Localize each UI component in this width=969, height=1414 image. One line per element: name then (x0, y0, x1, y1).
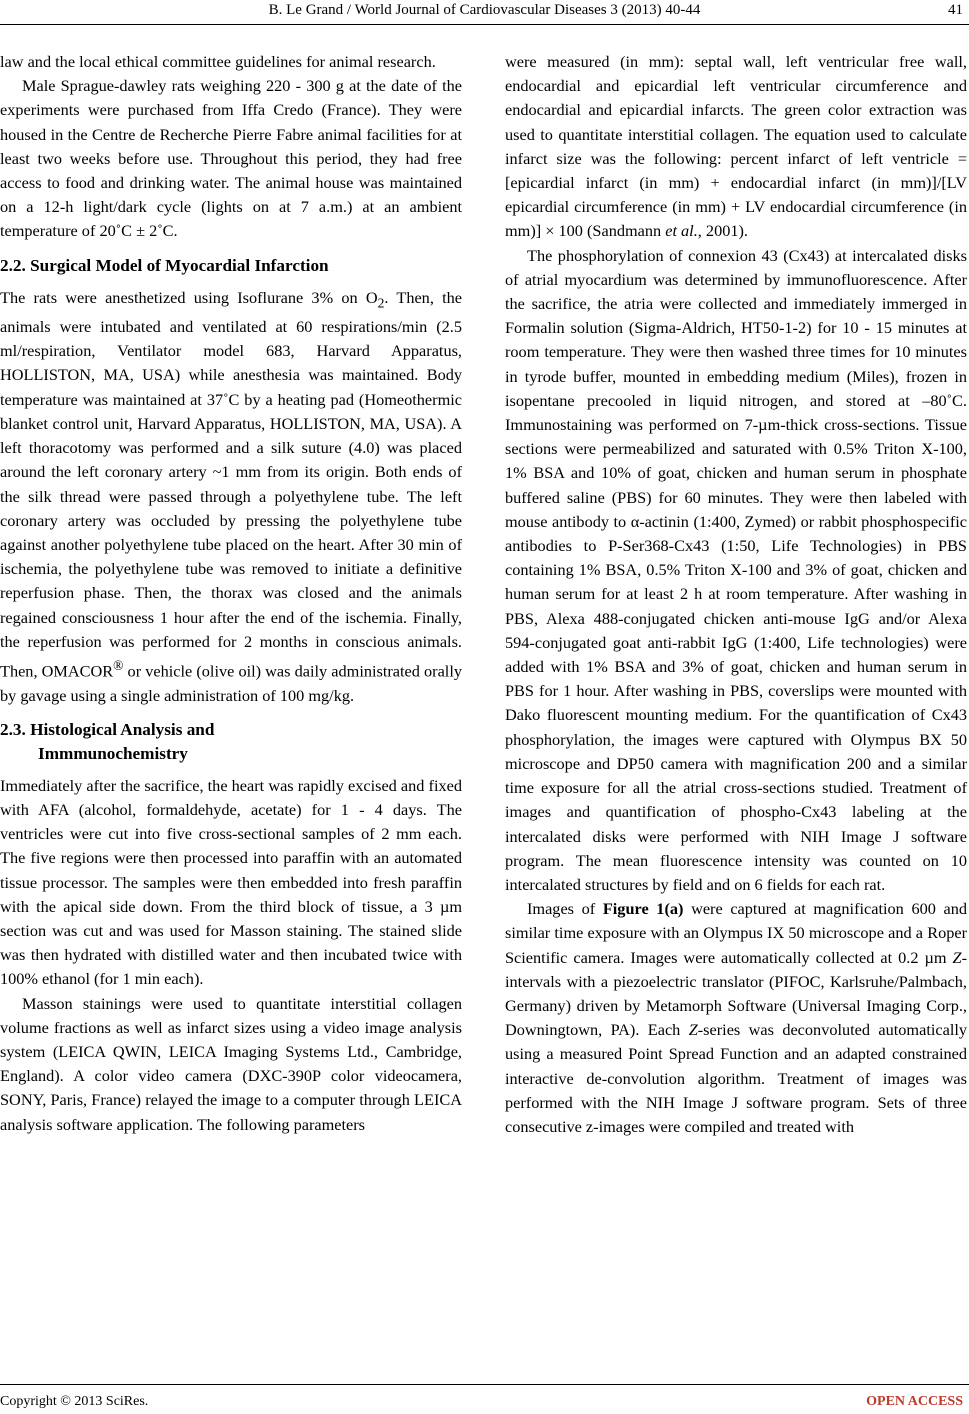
text-run: -series was deconvoluted automatically using a measured Point Spread Function and an adapted constrained interactive de-convolution algorithm. Treatment of images was performed with the NIH Image J software program. Sets of three consecutive z-images were compiled and treated with (505, 1020, 968, 1136)
superscript: ® (113, 657, 124, 673)
paragraph (0, 286, 462, 708)
copyright-notice: Copyright © 2013 SciRes. (0, 1394, 149, 1409)
paragraph: The phosphorylation of connexion 43 (Cx43) at intercalated disks of atrial myocardium was determined by immunofluorescence. After the sacrifice, the atria were collected and immediately immerged in Formalin solution (Sigma-Aldrich, HT50-1-2) for 10 - 15 minutes at room temperature. They were then washed three times for 10 minutes in tyrode buffer, mounted in embedding medium (Miles), frozen in isopentane precooled in liquid nitrogen, and stored at –80˚C. Immunostaining was performed on 7-µm-thick cross-sections. Tissue sections were permeabilized and saturated with 0.5% Triton X-100, 1% BSA and 10% of goat, chicken and human serum in phosphate buffered saline (PBS) for 60 minutes. They were then labeled with mouse antibody to α-actinin (1:400, Zymed) or rabbit phosphospecific antibodies to P-Ser368-Cx43 (1:50, Life Technologies) in PBS containing 1% BSA, 0.5% Triton X-100 and 3% of goat, chicken and human serum for at least 2 h at room temperature. After washing in PBS, Alexa 488-conjugated chicken anti-mouse IgG and/or Alexa 594-conjugated goat anti-rabbit IgG (1:400, Life technologies) were added with 1% BSA and 3% of goat, chicken and human serum in PBS for 1 hour. After washing in PBS, coverslips were mounted with Dako fluorescent mounting medium. For the quantification of Cx43 phosphorylation, the images were captured with Olympus BX 50 microscope and DP50 camera with magnification 200 and a similar time exposure for all the atrial cross-sections studied. Treatment of images and quantification of phospho-Cx43 labeling at the intercalated disks were performed with NIH Image J software program. The mean fluorescence intensity was counted on 10 intercalated structures by field and on 6 fields for each rat. (505, 245, 967, 894)
subscript: 2 (377, 294, 385, 310)
italic-text: et al. (665, 221, 698, 241)
open-access-label: OPEN ACCESS (866, 1394, 963, 1409)
text-run: . Then, the animals were intubated and ventilated at 60 respirations/min (2.5 ml/respiration, Ventilator model 683, Harvard Apparatus, HOLLISTON, MA, USA) while anesthesia was maintained. Body temperature was maintained at 37˚C by a heating pad (Homeothermic blanket control unit, Harvard Apparatus, HOLLISTON, MA, USA). A left thoracotomy was performed and a silk suture (4.0) was placed around the left coronary artery ~1 mm from its origin. Both ends of the silk thread were passed through a polyethylene tube. The left coronary artery was occluded by pressing the polyethylene tube against another polyethylene tube placed on the heart. After 30 min of ischemia, the polyethylene tube was removed to initiate a definitive reperfusion phase. Then, the thorax was closed and the animals regained consciousness 1 hour after the end of the ischemia. Finally, the reperfusion was performed for 2 months in conscious animals. Then, OMACOR (0, 287, 462, 681)
text-run: Images of (527, 899, 603, 919)
footer-rule (0, 1384, 969, 1385)
running-title: B. Le Grand / World Journal of Cardiovascular Diseases 3 (2013) 40-44 (268, 2, 701, 18)
italic-text: Z (952, 947, 962, 967)
page-footer (0, 1384, 969, 1414)
text-run: were captured at magnification 600 and similar time exposure with an Olympus IX 50 microscope and a Roper Scientific camera. Images were automatically collected at 0.2 µm (505, 899, 968, 967)
paragraph (505, 897, 967, 1139)
paragraph: Male Sprague-dawley rats weighing 220 - 300 g at the date of the experiments were purchased from Iffa Credo (France). They were housed in the Centre de Recherche Pierre Fabre animal facilities for at least two weeks before use. Throughout this period, they had free access to food and drinking water. The animal house was maintained on a 12-h light/dark cycle (lights on at 7 a.m.) at an ambient temperature of 20˚C ± 2˚C. (0, 76, 462, 241)
text-run: or vehicle (olive oil) was daily administrated orally by gavage using a single administration of 100 mg/kg. (0, 661, 462, 705)
paragraph: Masson stainings were used to quantitate interstitial collagen volume fractions as well as infarct sizes using a video image analysis system (LEICA QWIN, LEICA Imaging Systems Ltd., Cambridge, England). A color video camera (DXC-390P color videocamera, SONY, Paris, France) relayed the image to a computer through LEICA analysis software application. The following parameters (0, 993, 462, 1134)
text-run: The rats were anesthetized using Isoflurane 3% on O (0, 287, 378, 307)
heading-line: Immmunochemistry (38, 743, 188, 763)
left-column (0, 50, 462, 1137)
heading-line: 2.3. Histological Analysis and (0, 719, 215, 739)
figure-reference: Figure 1(a) (602, 899, 684, 919)
text-run: -intervals with a piezoelectric translator (PIFOC, Karlsruhe/Palmbach, Germany) driven by Metamorph Software (Universal Imaging Corp., Downingtown, PA). Each (505, 947, 967, 1040)
running-header (0, 0, 969, 24)
paragraph: Immediately after the sacrifice, the heart was rapidly excised and fixed with AFA (alcohol, formaldehyde, acetate) for 1 - 4 days. The ventricles were cut into five cross-sectional samples of 2 mm each. The five regions were then processed into paraffin with an automated tissue processor. The samples were then embedded into fresh paraffin with the apical side down. From the third block of tissue, a 3 µm section was cut and was used for Masson staining. The stained slide was then hydrated with distilled water and then incubated twice with 100% ethanol (for 1 min each). (0, 775, 462, 989)
text-run: , 2001). (697, 221, 748, 241)
page-number: 41 (948, 2, 963, 18)
section-heading-2-3 (0, 718, 462, 766)
paragraph (505, 50, 967, 244)
paragraph: law and the local ethical committee guidelines for animal research. (0, 52, 436, 71)
header-rule (0, 24, 969, 25)
italic-text: Z (688, 1020, 698, 1040)
right-column (505, 50, 967, 1139)
section-heading-2-2: 2.2. Surgical Model of Myocardial Infarction (0, 255, 329, 275)
text-run: were measured (in mm): septal wall, left ventricular free wall, endocardial and epicardial left ventricular circumference and endocardial and epicardial infarcts. The green color extraction was used to quantitate interstitial collagen. The equation used to calculate infarct size was the following: percent infarct of left ventricle = [epicardial infarct (in mm) + endocardial infarct (in mm)]/[LV epicardial circumference (in mm) + LV endocardial circumference (in mm)] × 100 (Sandmann (505, 52, 967, 241)
